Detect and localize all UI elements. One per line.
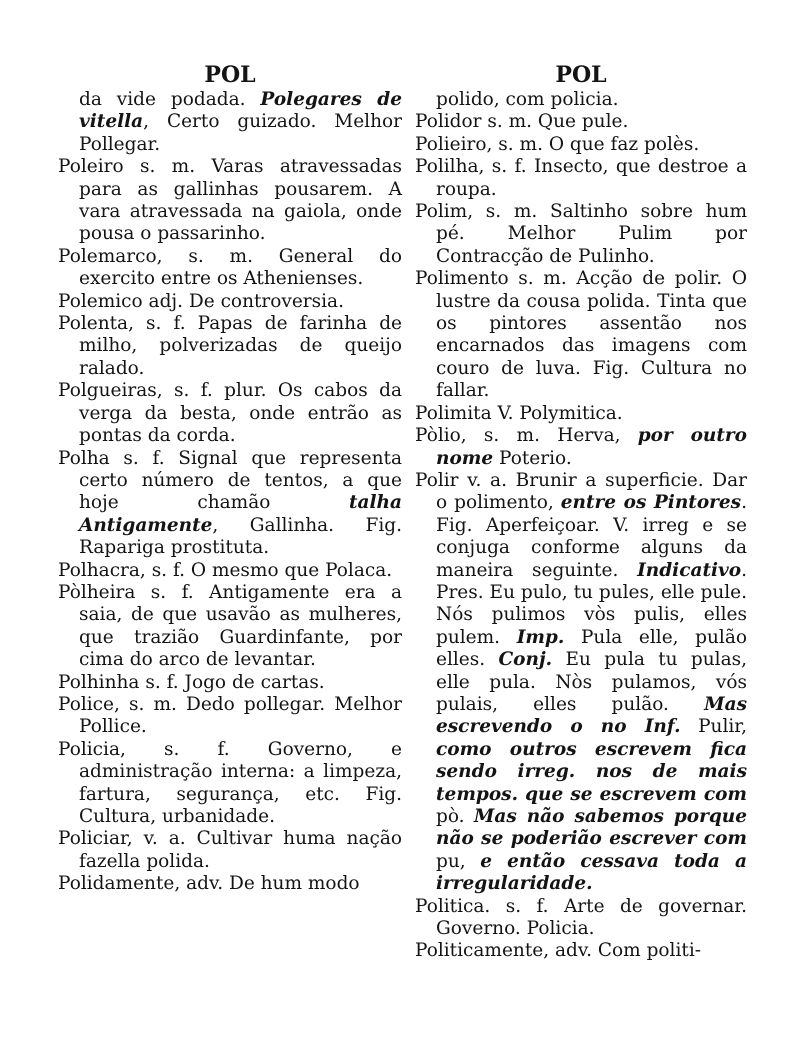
entry-text: Polgueiras, s. f. plur. Os cabos da verga da besta, onde entrão as pontas da corda. [58,380,402,447]
entry-text: da vide podada. [79,89,261,110]
dictionary-entry [58,246,402,291]
entry-text: Polhinha s. f. Jogo de cartas. [58,671,325,693]
italic-text: Polegares de vitella [79,89,402,133]
dictionary-entry [58,380,402,447]
dictionary-entry [58,313,402,380]
entry-text: Polimita V. Polymitica. [415,402,623,424]
entry-text: Politica. s. f. Arte de governar. Governo. Policia. [415,895,747,940]
entry-text: Polidamente, adv. De hum modo [58,873,360,895]
dictionary-entry [58,694,402,739]
dictionary-entry [415,940,747,962]
right-entries [415,89,747,963]
dictionary-entry [415,425,747,470]
italic-text: Indicativo [637,559,742,581]
italic-text: Mas não sabemos porque não se poderião escrever com [436,806,747,850]
entry-text: , Gallinha. Fig. Rapariga prostituta. [79,514,402,559]
italic-text: Mas escrevendo o no Inf. [436,693,747,738]
entry-text: Poterio. [493,447,572,469]
italic-text: por outro nome [436,425,747,469]
dictionary-entry [415,156,747,201]
entry-text: pò. [436,806,474,827]
dictionary-entry [58,560,402,582]
entry-text: . Pres. Eu pulo, tu pules, elle pule. Nós pulimos vòs pulis, elles pulem. [436,559,747,648]
entry-text: Polilha, s. f. Insecto, que destroe a roupa. [415,156,747,200]
dictionary-entry [415,201,747,268]
entry-text: pu, [436,850,481,872]
entry-text: Polir v. a. Brunir a superficie. Dar o polimento, [415,469,747,514]
entry-text: Policiar, v. a. Cultivar huma nação fazella polida. [58,828,402,872]
dictionary-entry [415,268,747,402]
left-running-header: POL [204,62,256,88]
entry-text: Policia, s. f. Governo, e administração interna: a limpeza, fartura, segurança, etc. Fig. Cultura, urbanidade. [58,738,402,827]
italic-text: talha Antigamente [79,492,402,536]
right-running-header: POL [555,62,607,88]
entry-text: Polidor s. m. Que pule. [415,111,629,133]
dictionary-entry [58,739,402,829]
entry-text: Pòlheira s. f. Antigamente era a saia, de que usavão as mulheres, que trazião Guardinfante, por cima do arco de levantar. [58,581,402,671]
italic-text: e então cessava toda a irregularidade. [436,850,747,895]
italic-text: Imp. [516,626,565,648]
dictionary-entry [58,582,402,672]
dictionary-entry [415,403,747,425]
right-column [415,62,747,963]
entry-text: Polemarco, s. m. General do exercito entre os Athenienses. [58,245,402,290]
entry-text: Polieiro, s. m. O que faz polès. [415,133,700,155]
entry-text: Polemico adj. De controversia. [58,290,344,312]
dictionary-entry [58,448,402,560]
continued-definition [415,89,747,111]
entry-text: , Certo guizado. Melhor Pollegar. [79,111,402,155]
entry-text: Polha s. f. Signal que representa certo número de tentos, a que hoje chamão [58,447,402,514]
entry-text: . Fig. Aperfeiçoar. V. irreg e se conjuga conforme alguns da maneira seguinte. [436,492,747,581]
entry-text: Poleiro s. m. Varas atravessadas para as gallinhas pousarem. A vara atravessada na gaiola, onde pousa o passarinho. [58,156,402,245]
italic-text: Conj. [498,649,553,671]
continued-definition [58,89,402,156]
entry-text: Polhacra, s. f. O mesmo que Polaca. [58,559,393,581]
dictionary-entry [415,470,747,896]
italic-text: como outros escrevem fica sendo irreg. nos de mais tempos. que se escrevem com [436,738,747,805]
entry-text: Eu pula tu pulas, elle pula. Nòs pulamos, vós pulais, elles pulão. [436,649,747,715]
dictionary-entry [58,156,402,246]
dictionary-entry [58,828,402,873]
italic-text: entre os Pintores [560,492,742,514]
dictionary-entry [415,111,747,133]
entry-text: Polimento s. m. Acção de polir. O lustre da cousa polida. Tinta que os pintores assentão nos encarnados das imagens com couro de luva. Fig. Cultura no fallar. [415,268,747,402]
left-column [58,62,402,896]
entry-text: Polim, s. m. Saltinho sobre hum pé. Melhor Pulim por Contracção de Pulinho. [415,201,747,267]
dictionary-entry [415,896,747,941]
left-entries [58,89,402,896]
entry-text: Pòlio, s. m. Herva, [415,425,638,447]
entry-text: Police, s. m. Dedo pollegar. Melhor Pollice. [58,693,402,738]
dictionary-entry [58,672,402,694]
entry-text: Polenta, s. f. Papas de farinha de milho, polverizadas de queijo ralado. [58,313,402,379]
entry-text: polido, com policia. [436,89,619,110]
dictionary-entry [58,873,402,895]
dictionary-entry [58,291,402,313]
entry-text: Politicamente, adv. Com politi- [415,940,701,962]
entry-text: Pulir, [680,716,747,738]
dictionary-entry [415,134,747,156]
entry-text: Pula elle, pulão elles. [436,626,748,671]
